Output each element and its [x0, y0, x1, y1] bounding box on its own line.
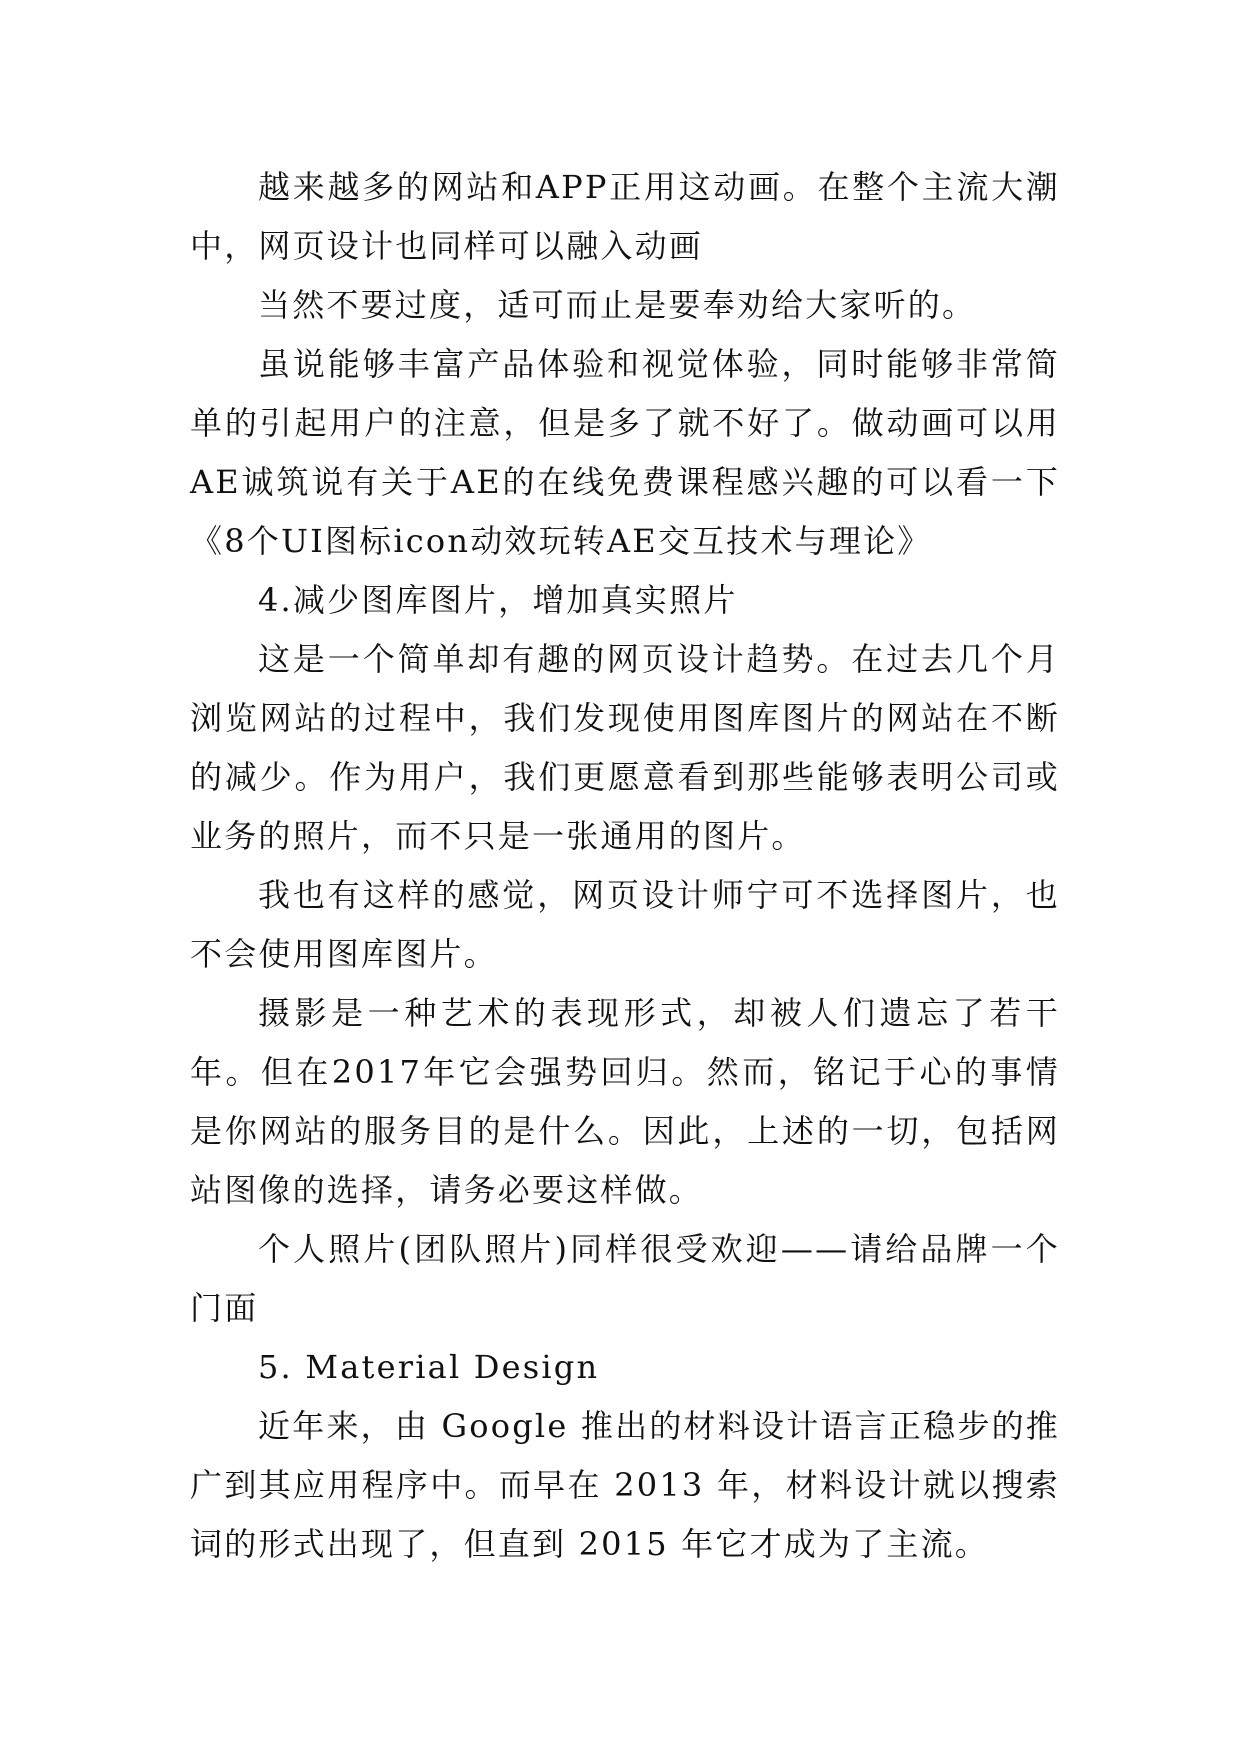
paragraph: 当然不要过度，适可而止是要奉劝给大家听的。 — [258, 286, 977, 324]
section-heading: 4.减少图库图片，增加真实照片 — [258, 581, 738, 619]
paragraph: 我也有这样的感觉，网页设计师宁可不选择图片，也不会使用图库图片。 — [190, 876, 1060, 973]
paragraph: 摄影是一种艺术的表现形式，却被人们遗忘了若干年。但在2017年它会强势回归。然而，铭记于心的事情是你网站的服务目的是什么。因此，上述的一切，包括网站图像的选择，请务必要这样做。 — [190, 994, 1060, 1209]
paragraph: 近年来，由 Google 推出的材料设计语言正稳步的推广到其应用程序中。而早在 2013 年，材料设计就以搜索词的形式出现了，但直到 2015 年它才成为了主流。 — [190, 1407, 1060, 1563]
paragraph: 个人照片(团队照片)同样很受欢迎——请给品牌一个门面 — [190, 1230, 1060, 1327]
paragraph: 这是一个简单却有趣的网页设计趋势。在过去几个月浏览网站的过程中，我们发现使用图库图片的网站在不断的减少。作为用户，我们更愿意看到那些能够表明公司或业务的照片，而不只是一张通用的图片。 — [190, 640, 1060, 855]
section-heading: 5. Material Design — [258, 1348, 600, 1386]
paragraph: 虽说能够丰富产品体验和视觉体验，同时能够非常简单的引起用户的注意，但是多了就不好了。做动画可以用AE诚筑说有关于AE的在线免费课程感兴趣的可以看一下《8个UI图标icon动效玩转AE交互技术与理论》 — [190, 345, 1060, 560]
document-body — [190, 158, 1060, 1574]
paragraph: 越来越多的网站和APP正用这动画。在整个主流大潮中，网页设计也同样可以融入动画 — [190, 168, 1060, 265]
